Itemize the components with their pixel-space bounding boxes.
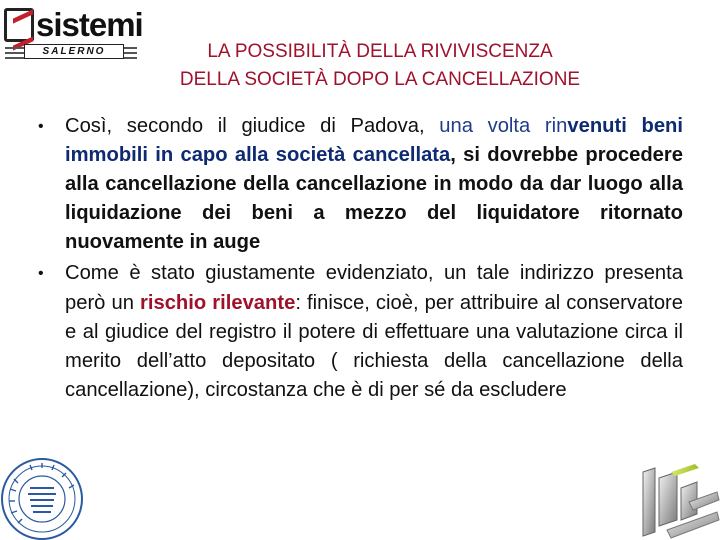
logo-location: SALERNO — [24, 44, 124, 59]
title-line-1: LA POSSIBILITÀ DELLA RIVIVISCENZA — [207, 41, 553, 62]
bullet-text — [65, 112, 683, 257]
text-segment: Come è stato giustamente evidenziato, un tale indirizzo presenta però un — [65, 262, 683, 314]
bullet-item-2 — [38, 259, 683, 404]
text-segment: : finisce, cioè, per attribuire al conservatore e al giudice del registro il potere di effettuare una valutazione circa il merito dell’atto depositato ( richiesta della cancellazione della cancellazione), circostanza che è di per sé da escludere — [65, 291, 683, 401]
bullet-list — [38, 112, 683, 405]
text-segment-emphasis: rischio rilevante — [140, 291, 296, 314]
bullet-marker: • — [38, 265, 44, 283]
institution-seal-icon — [0, 455, 85, 540]
logo-mark-icon — [4, 8, 34, 42]
title-line-2: DELLA SOCIETÀ DOPO LA CANCELLAZIONE — [179, 69, 581, 90]
bullet-marker: • — [38, 118, 44, 135]
text-segment-blue: una volta rin — [439, 115, 568, 137]
logo-brand: sistemi — [36, 6, 143, 43]
text-segment-emphasis: venuti beni immobili in capo alla società cancellata — [65, 115, 684, 167]
bullet-item-1 — [38, 112, 683, 257]
bullet-text — [65, 259, 683, 404]
text-segment: Così, secondo il giudice di Padova, — [65, 115, 440, 137]
text-segment-bold: , si dovrebbe procedere alla cancellazione della cancellazione in modo da dar luogo alla liquidazione dei beni a mezzo del liquidatore ritornato nuovamente in auge — [65, 144, 683, 254]
corner-graphic-logo-icon — [637, 458, 720, 540]
slide-title — [60, 38, 700, 94]
